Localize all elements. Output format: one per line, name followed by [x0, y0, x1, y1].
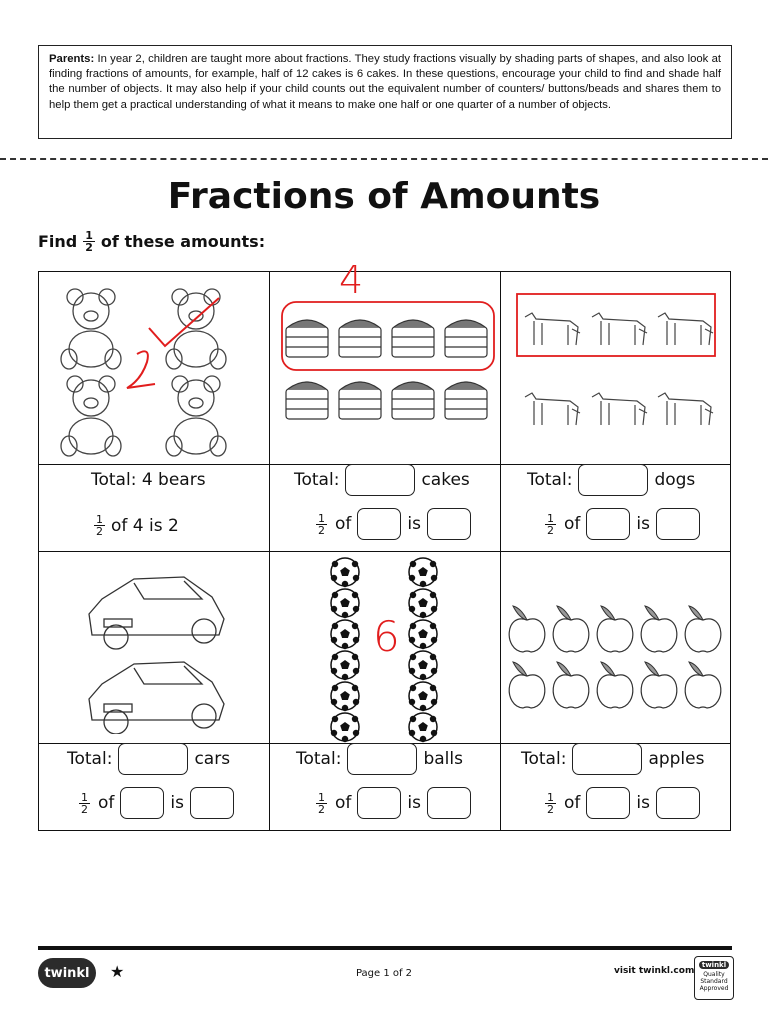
handwritten-answer-6: 6: [373, 612, 400, 661]
of-label: of: [335, 793, 352, 813]
bears-answer-area: [39, 464, 269, 551]
balls-half-row: [316, 787, 477, 819]
fraction-numerator: 1: [85, 229, 93, 242]
total-label: Total:: [527, 470, 573, 490]
football: [331, 558, 359, 587]
apples-of-box[interactable]: [586, 787, 630, 819]
total-label: Total:: [67, 749, 113, 769]
badge-logo: twinkl: [699, 961, 729, 969]
apple-icon: [505, 592, 727, 712]
football: [331, 713, 359, 742]
badge-text: Quality Standard Approved: [699, 971, 729, 992]
balls-unit: balls: [423, 749, 463, 769]
cars-total-row: [67, 743, 230, 775]
total-label: Total:: [296, 749, 342, 769]
page-title: Fractions of Amounts: [167, 176, 601, 217]
parents-label: Parents:: [49, 53, 95, 65]
apples-unit: apples: [648, 749, 705, 769]
parents-note: [38, 45, 732, 139]
apples-total-box[interactable]: [572, 743, 642, 775]
is-label: is: [636, 514, 650, 534]
cars-answer-area: [39, 743, 269, 831]
apple: [509, 662, 545, 708]
cakes-of-box[interactable]: [357, 508, 401, 540]
balls-total-box[interactable]: [347, 743, 417, 775]
apple: [553, 662, 589, 708]
cars-unit: cars: [194, 749, 231, 769]
apple: [597, 662, 633, 708]
cakes-unit: cakes: [421, 470, 470, 490]
apples-is-box[interactable]: [656, 787, 700, 819]
balls-total-row: [296, 743, 463, 775]
cakes-answer-area: [270, 464, 500, 551]
instruction-rest: of these amounts:: [100, 232, 266, 251]
fraction-denominator: 2: [85, 241, 93, 254]
teddy-bear-icon: [51, 282, 256, 457]
dogs-half-row: [545, 508, 706, 540]
cakes-total-row: [294, 464, 470, 496]
balls-of-box[interactable]: [357, 787, 401, 819]
dogs-total-box[interactable]: [578, 464, 648, 496]
is-label: is: [407, 793, 421, 813]
half-fraction: $\frac{1}{2}$: [547, 511, 554, 537]
football: [409, 682, 437, 711]
football: [409, 558, 437, 587]
football-icon: [327, 556, 447, 744]
parents-text: In year 2, children are taught more about fractions. They study fractions visually by shading parts of shapes, and also look at finding fractions of amounts, for example, half of 12 cakes is 6 cakes. In these questions, encourage your child to find and shade half the number of objects. It may also help if your child counts out the equivalent number of counters/ buttons/beads and shares them to help them get a practical understanding of what it means to make one half or one quarter of a number of objects.: [49, 53, 721, 111]
football: [331, 620, 359, 649]
cakes-half-row: [316, 508, 477, 540]
cars-half-row: [79, 787, 240, 819]
dog-icon: [515, 294, 720, 444]
dogs-of-box[interactable]: [586, 508, 630, 540]
dogs-is-box[interactable]: [656, 508, 700, 540]
half-fraction: $\frac{1}{2}$: [318, 790, 325, 816]
worksheet-grid: [38, 258, 731, 831]
of-label: of: [564, 793, 581, 813]
is-label: is: [170, 793, 184, 813]
footer-divider: [38, 946, 732, 950]
apples-total-row: [521, 743, 704, 775]
cakes-total-box[interactable]: [345, 464, 415, 496]
apple: [641, 662, 677, 708]
is-label: is: [407, 514, 421, 534]
half-fraction: $\frac{1}{2}$: [547, 790, 554, 816]
football: [331, 589, 359, 618]
apples-half-row: [545, 787, 706, 819]
half-fraction: $\frac{1}{2}$: [81, 790, 88, 816]
apple: [641, 606, 677, 652]
balls-is-box[interactable]: [427, 787, 471, 819]
football: [331, 651, 359, 680]
apple: [553, 606, 589, 652]
half-fraction: $\frac{1}{2}$: [318, 511, 325, 537]
half-fraction: [83, 230, 95, 253]
football: [409, 713, 437, 742]
of-label: of: [335, 514, 352, 534]
twinkl-logo: twinkl: [38, 958, 96, 988]
visit-link[interactable]: visit twinkl.com: [614, 966, 695, 976]
football: [409, 589, 437, 618]
quality-badge: [694, 956, 734, 1000]
apple: [685, 662, 721, 708]
dogs-unit: dogs: [654, 470, 696, 490]
cars-total-box[interactable]: [118, 743, 188, 775]
football: [409, 651, 437, 680]
grid-divider: [39, 551, 730, 552]
handwritten-answer-4: 4: [339, 258, 364, 302]
page-number: Page 1 of 2: [355, 968, 413, 979]
of-label: of: [98, 793, 115, 813]
football: [409, 620, 437, 649]
apple: [597, 606, 633, 652]
apple: [509, 606, 545, 652]
of-label: of: [564, 514, 581, 534]
total-label: Total:: [294, 470, 340, 490]
bears-half-text: of 4 is 2: [111, 515, 179, 536]
bears-total: Total: 4 bears: [91, 470, 206, 490]
bears-half-statement: [94, 514, 179, 537]
star-icon: ★: [110, 962, 125, 981]
instruction: [38, 230, 265, 253]
dogs-answer-area: [501, 464, 731, 551]
apple: [685, 606, 721, 652]
car-icon: [79, 564, 239, 734]
is-label: is: [636, 793, 650, 813]
total-label: Total:: [521, 749, 567, 769]
balls-answer-area: [270, 743, 500, 831]
football: [331, 682, 359, 711]
cut-line-divider: [0, 158, 768, 160]
apples-answer-area: [501, 743, 731, 831]
cars-is-box[interactable]: [190, 787, 234, 819]
cars-of-box[interactable]: [120, 787, 164, 819]
half-fraction: $\frac{1}{2}$: [96, 513, 103, 538]
cakes-is-box[interactable]: [427, 508, 471, 540]
cake-icon: [281, 307, 491, 437]
instruction-find: Find: [38, 232, 78, 251]
dogs-total-row: [527, 464, 695, 496]
